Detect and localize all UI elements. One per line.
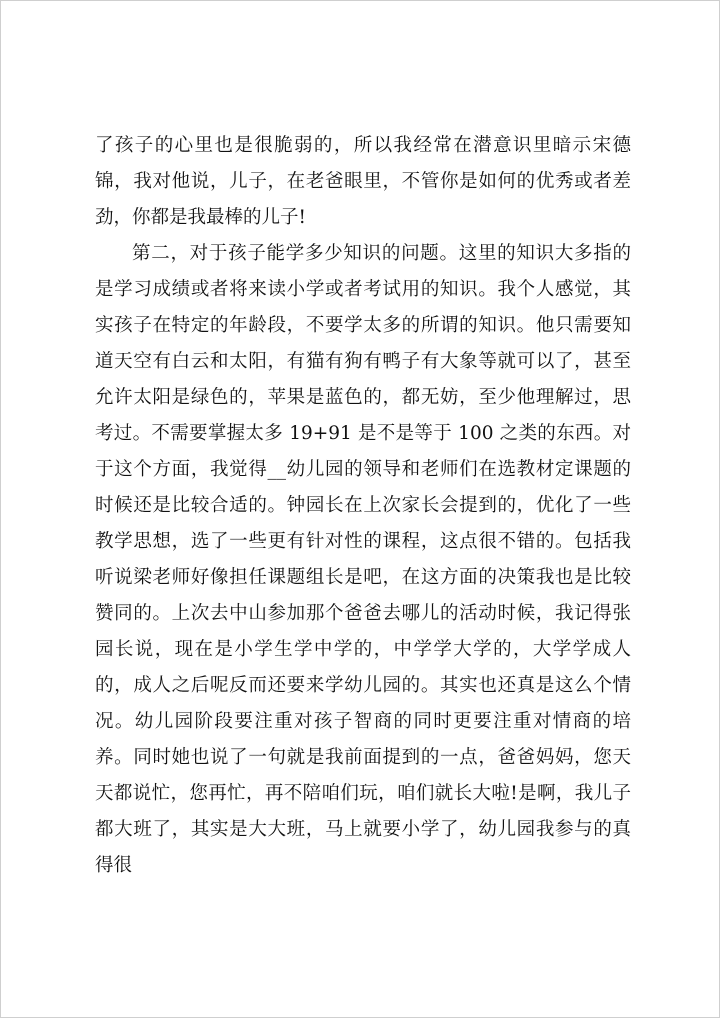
paragraph-1: 了孩子的心里也是很脆弱的，所以我经常在潜意识里暗示宋德锦，我对他说，儿子，在老爸眼里，不管你是如何的优秀或者差劲，你都是我最棒的儿子! (95, 135, 631, 228)
document-body (95, 128, 631, 884)
paragraph-2: 第二，对于孩子能学多少知识的问题。这里的知识大多指的是学习成绩或者将来读小学或者考试用的知识。我个人感觉，其实孩子在特定的年龄段，不要学太多的所谓的知识。他只需要知道天空有白云和太阳，有猫有狗有鸭子有大象等就可以了，甚至允许太阳是绿色的，苹果是蓝色的，都无妨，至少他理解过，思考过。不需要掌握太多 19+91 是不是等于 100 之类的东西。对于这个方面，我觉得__幼儿园的领导和老师们在选教材定课题的时候还是比较合适的。钟园长在上次家长会提到的，优化了一些教学思想，选了一些更有针对性的课程，这点很不错的。包括我听说梁老师好像担任课题组长是吧，在这方面的决策我也是比较赞同的。上次去中山参加那个爸爸去哪儿的活动时候，我记得张园长说，现在是小学生学中学的，中学学大学的，大学学成人的，成人之后呢反而还要来学幼儿园的。其实也还真是这么个情况。幼儿园阶段要注重对孩子智商的同时更要注重对情商的培养。同时她也说了一句就是我前面提到的一点，爸爸妈妈，您天天都说忙，您再忙，再不陪咱们玩，咱们就长大啦!是啊，我儿子都大班了，其实是大大班，马上就要小学了，幼儿园我参与的真得很 (95, 243, 631, 876)
